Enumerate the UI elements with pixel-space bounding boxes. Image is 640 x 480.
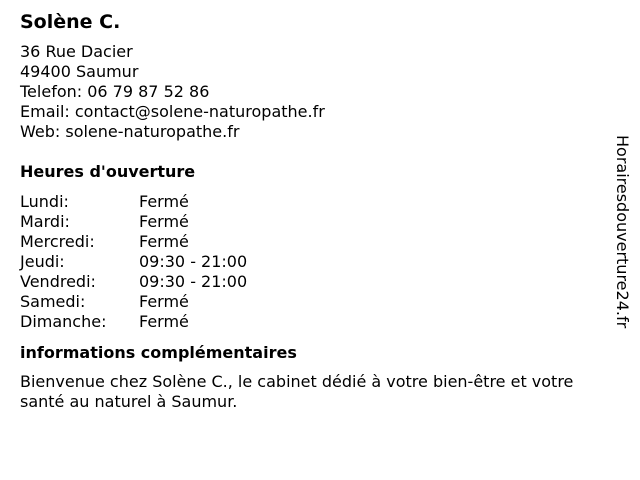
hours-time: Fermé — [139, 192, 189, 211]
hours-time: Fermé — [139, 232, 189, 251]
hours-row-dimanche — [20, 312, 620, 332]
hours-heading: Heures d'ouverture — [20, 162, 196, 181]
info-heading: informations complémentaires — [20, 343, 297, 362]
business-name: Solène C. — [20, 11, 121, 33]
hours-time: Fermé — [139, 212, 189, 231]
hours-day: Jeudi: — [20, 252, 65, 271]
info-description: Bienvenue chez Solène C., le cabinet dédié à votre bien-être et votre santé au naturel à Saumur. — [20, 372, 574, 411]
phone-number[interactable]: Telefon: 06 79 87 52 86 — [20, 82, 210, 101]
hours-row-mardi — [20, 212, 620, 232]
site-watermark — [612, 135, 632, 345]
hours-day: Samedi: — [20, 292, 86, 311]
hours-day: Dimanche: — [20, 312, 107, 331]
contact-block — [20, 42, 620, 142]
hours-row-mercredi — [20, 232, 620, 252]
hours-row-vendredi — [20, 272, 620, 292]
hours-row-samedi — [20, 292, 620, 312]
hours-day: Mardi: — [20, 212, 70, 231]
hours-time: 09:30 - 21:00 — [139, 272, 248, 291]
hours-time: Fermé — [139, 312, 189, 331]
hours-day: Vendredi: — [20, 272, 96, 291]
hours-day: Mercredi: — [20, 232, 95, 251]
city-address: 49400 Saumur — [20, 62, 139, 81]
street-address: 36 Rue Dacier — [20, 42, 133, 61]
hours-row-jeudi — [20, 252, 620, 272]
hours-row-lundi — [20, 192, 620, 212]
website-link[interactable]: Web: solene-naturopathe.fr — [20, 122, 240, 141]
hours-time: Fermé — [139, 292, 189, 311]
opening-hours-table — [20, 192, 620, 332]
hours-time: 09:30 - 21:00 — [139, 252, 248, 271]
watermark-text: Horairesdouverture24.fr — [613, 135, 632, 329]
hours-day: Lundi: — [20, 192, 69, 211]
email-address[interactable]: Email: contact@solene-naturopathe.fr — [20, 102, 325, 121]
business-card — [20, 10, 620, 412]
